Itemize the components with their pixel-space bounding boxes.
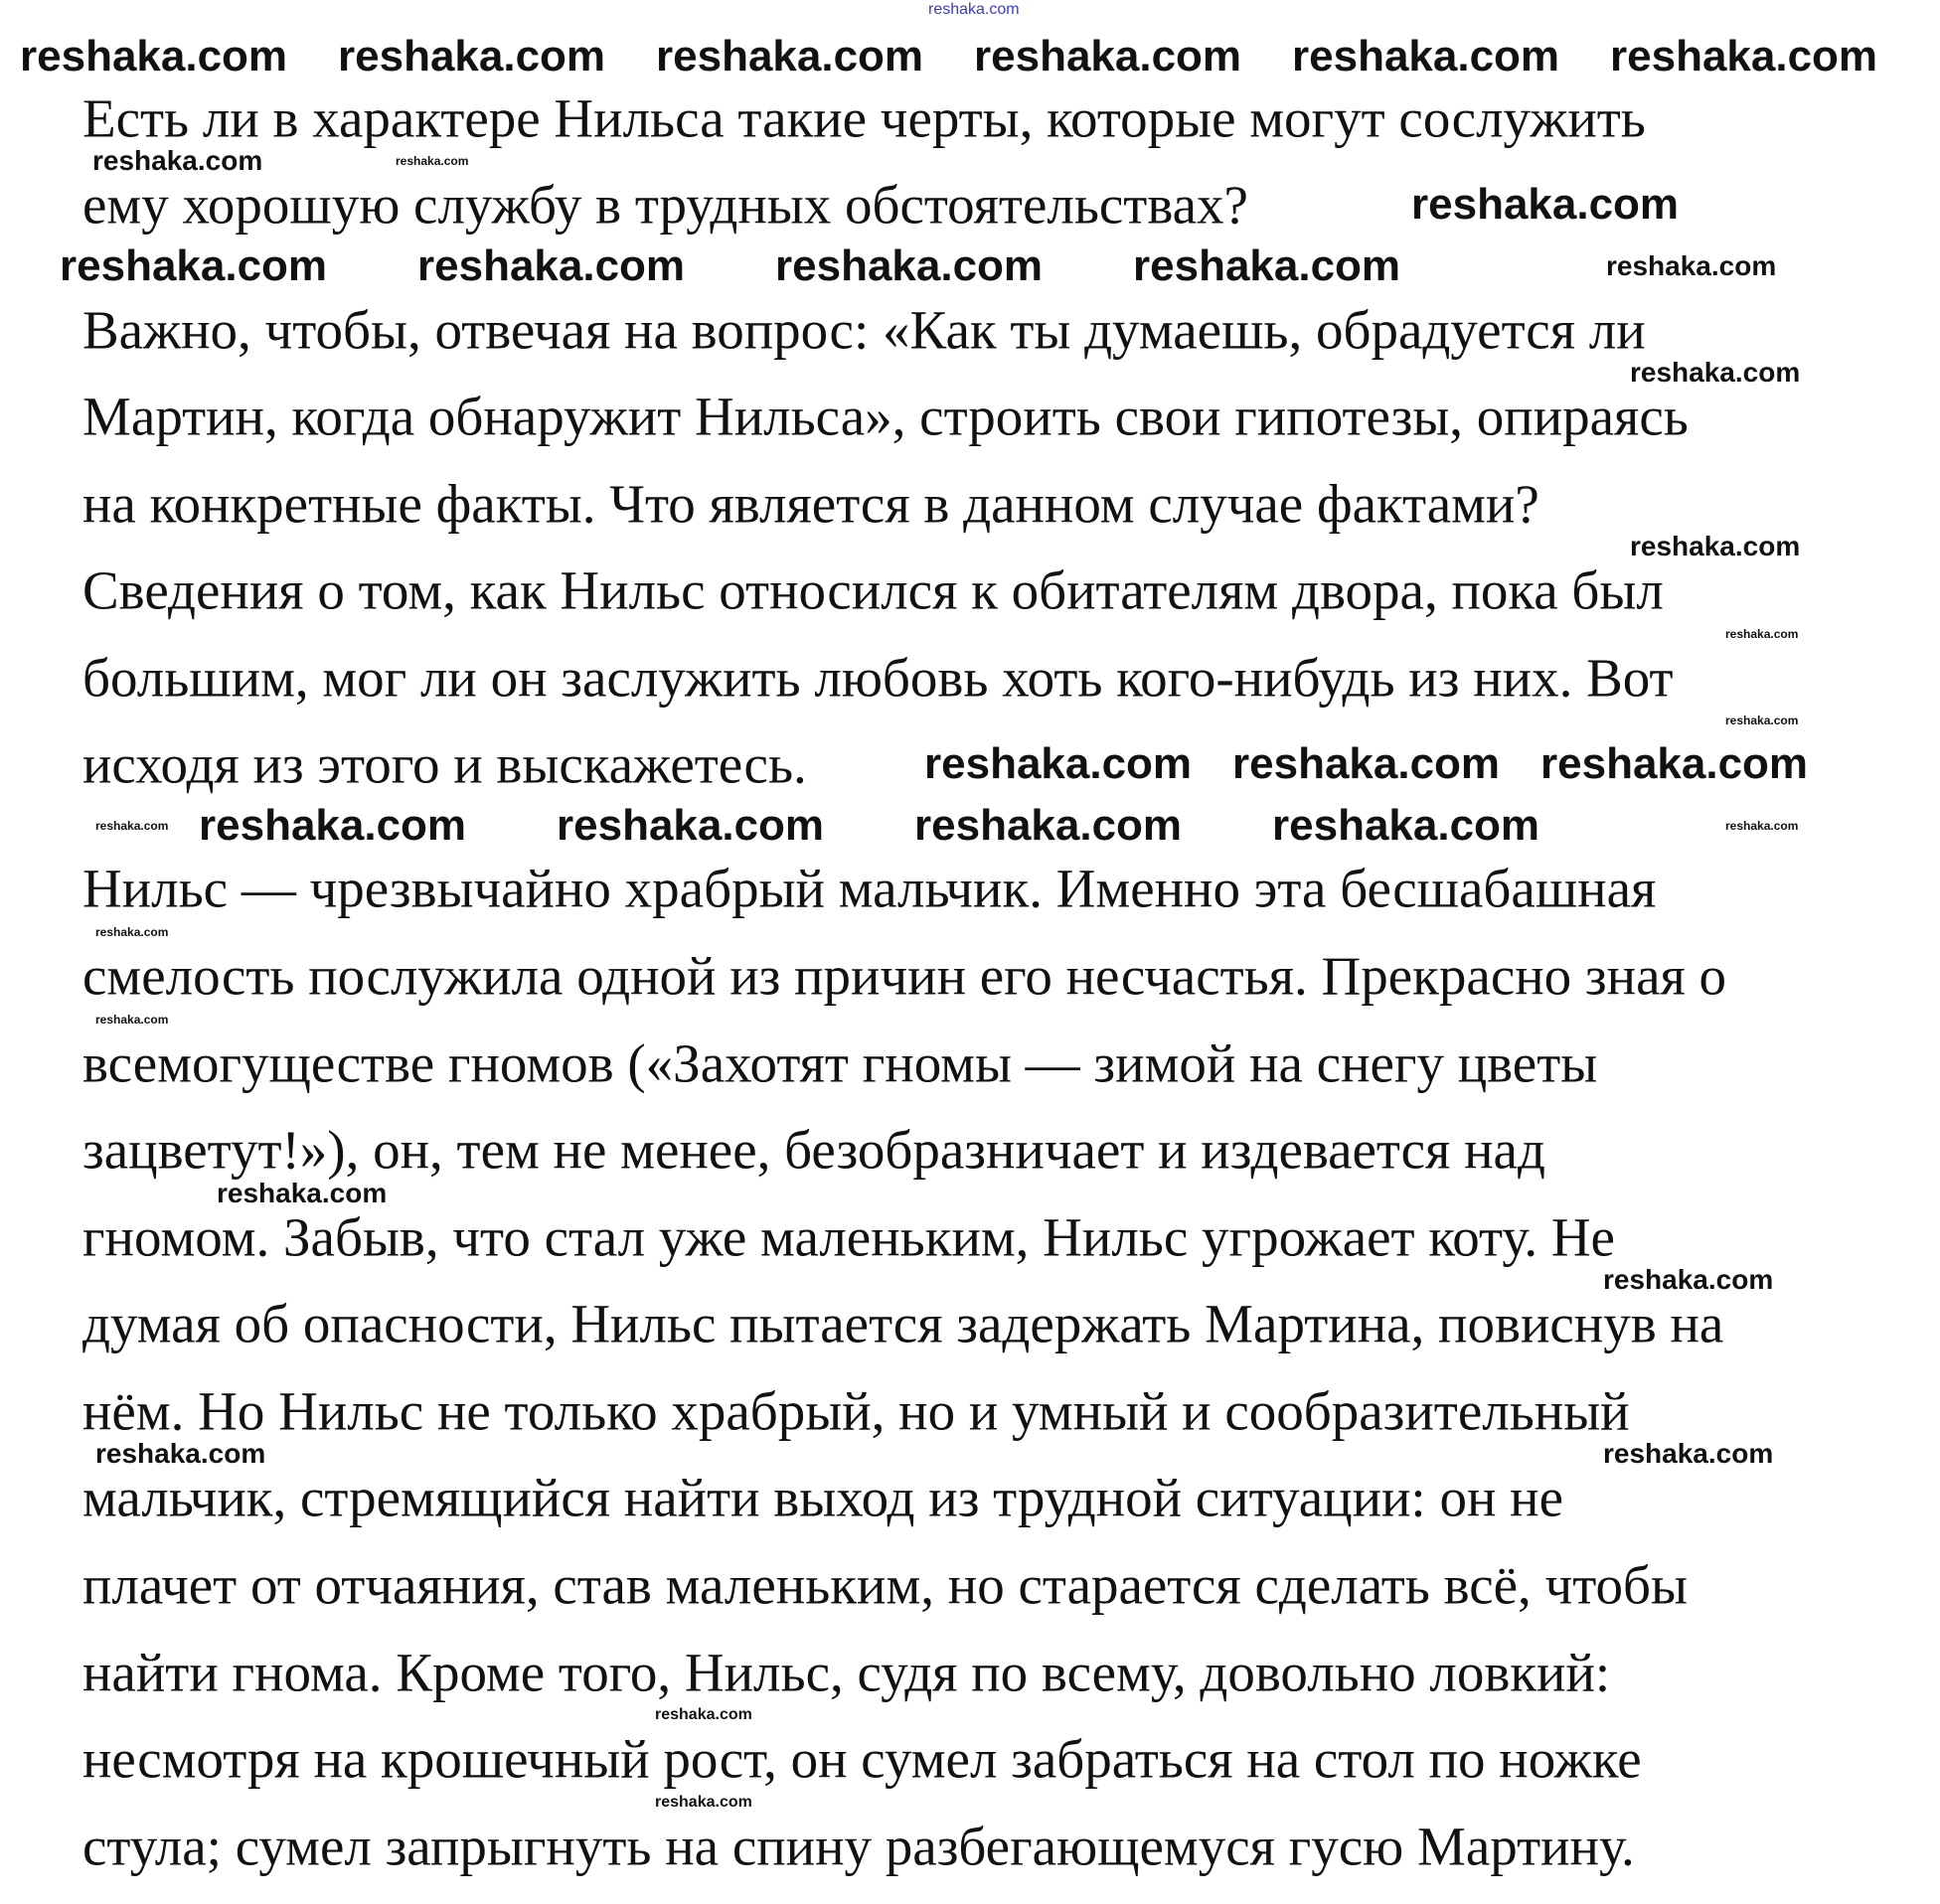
watermark: reshaka.com xyxy=(775,241,1044,290)
watermark: reshaka.com xyxy=(338,32,606,80)
watermark: reshaka.com xyxy=(1630,357,1801,388)
text-line: нём. Но Нильс не только храбрый, но и умный и сообразительный xyxy=(82,1380,1630,1442)
watermark: reshaka.com xyxy=(1292,32,1560,80)
text-line: думая об опасности, Нильс пытается задержать Мартина, повиснув на xyxy=(82,1293,1724,1354)
watermark: reshaka.com xyxy=(95,1013,169,1027)
text-line: Сведения о том, как Нильс относился к обитателям двора, пока был xyxy=(82,559,1664,621)
watermark: reshaka.com xyxy=(1133,241,1401,290)
watermark: reshaka.com xyxy=(655,1706,752,1723)
watermark: reshaka.com xyxy=(217,1178,388,1208)
watermark: reshaka.com xyxy=(20,32,288,80)
text-line: всемогуществе гномов («Захотят гномы — зимой на снегу цветы xyxy=(82,1032,1598,1094)
text-line: плачет от отчаяния, став маленьким, но старается сделать всё, чтобы xyxy=(82,1554,1688,1616)
text-line: большим, мог ли он заслужить любовь хоть кого-нибудь из них. Вот xyxy=(82,647,1674,709)
watermark: reshaka.com xyxy=(199,801,467,850)
watermark: reshaka.com xyxy=(1630,531,1801,561)
watermark: reshaka.com xyxy=(557,801,825,850)
watermark: reshaka.com xyxy=(95,1438,266,1469)
watermark: reshaka.com xyxy=(396,154,469,168)
text-line: на конкретные факты. Что является в данном случае фактами? xyxy=(82,473,1539,535)
text-line: исходя из этого и выскажетесь. xyxy=(82,733,807,795)
watermark: reshaka.com xyxy=(656,32,924,80)
text-line: Важно, чтобы, отвечая на вопрос: «Как ты думаешь, обрадуется ли xyxy=(82,299,1646,361)
text-line: ему хорошую службу в трудных обстоятельствах? xyxy=(82,174,1248,236)
watermark: reshaka.com xyxy=(1725,819,1799,833)
watermark: reshaka.com xyxy=(914,801,1183,850)
watermark: reshaka.com xyxy=(1540,739,1809,788)
watermark: reshaka.com xyxy=(1725,627,1799,641)
watermark: reshaka.com xyxy=(95,819,169,833)
watermark: reshaka.com xyxy=(417,241,686,290)
watermark: reshaka.com xyxy=(924,739,1193,788)
watermark: reshaka.com xyxy=(1272,801,1540,850)
watermark: reshaka.com xyxy=(95,925,169,939)
text-line: найти гнома. Кроме того, Нильс, судя по всему, довольно ловкий: xyxy=(82,1642,1611,1703)
watermark: reshaka.com xyxy=(1606,250,1777,281)
watermark: reshaka.com xyxy=(1603,1264,1774,1295)
text-line: Нильс — чрезвычайно храбрый мальчик. Именно эта бесшабашная xyxy=(82,858,1657,919)
watermark: reshaka.com xyxy=(1411,180,1680,229)
watermark: reshaka.com xyxy=(1232,739,1501,788)
text-line: Мартин, когда обнаружит Нильса», строить свои гипотезы, опираясь xyxy=(82,386,1689,447)
watermark: reshaka.com xyxy=(1610,32,1878,80)
text-line: зацветут!»), он, тем не менее, безобразничает и издевается над xyxy=(82,1119,1545,1181)
watermark: reshaka.com xyxy=(60,241,328,290)
watermark: reshaka.com xyxy=(655,1794,752,1811)
watermark: reshaka.com xyxy=(92,145,263,176)
text-line: стула; сумел запрыгнуть на спину разбегающемуся гусю Мартину. xyxy=(82,1816,1635,1877)
watermark: reshaka.com xyxy=(1725,714,1799,727)
text-line: Есть ли в характере Нильса такие черты, которые могут сослужить xyxy=(82,87,1646,149)
watermark: reshaka.com xyxy=(974,32,1242,80)
text-line: несмотря на крошечный рост, он сумел забраться на стол по ножке xyxy=(82,1728,1642,1790)
text-line: смелость послужила одной из причин его несчастья. Прекрасно зная о xyxy=(82,945,1727,1007)
top-watermark-link[interactable]: reshaka.com xyxy=(928,1,1020,18)
text-line: гномом. Забыв, что стал уже маленьким, Нильс угрожает коту. Не xyxy=(82,1206,1615,1268)
watermark: reshaka.com xyxy=(1603,1438,1774,1469)
text-line: мальчик, стремящийся найти выход из трудной ситуации: он не xyxy=(82,1467,1563,1528)
